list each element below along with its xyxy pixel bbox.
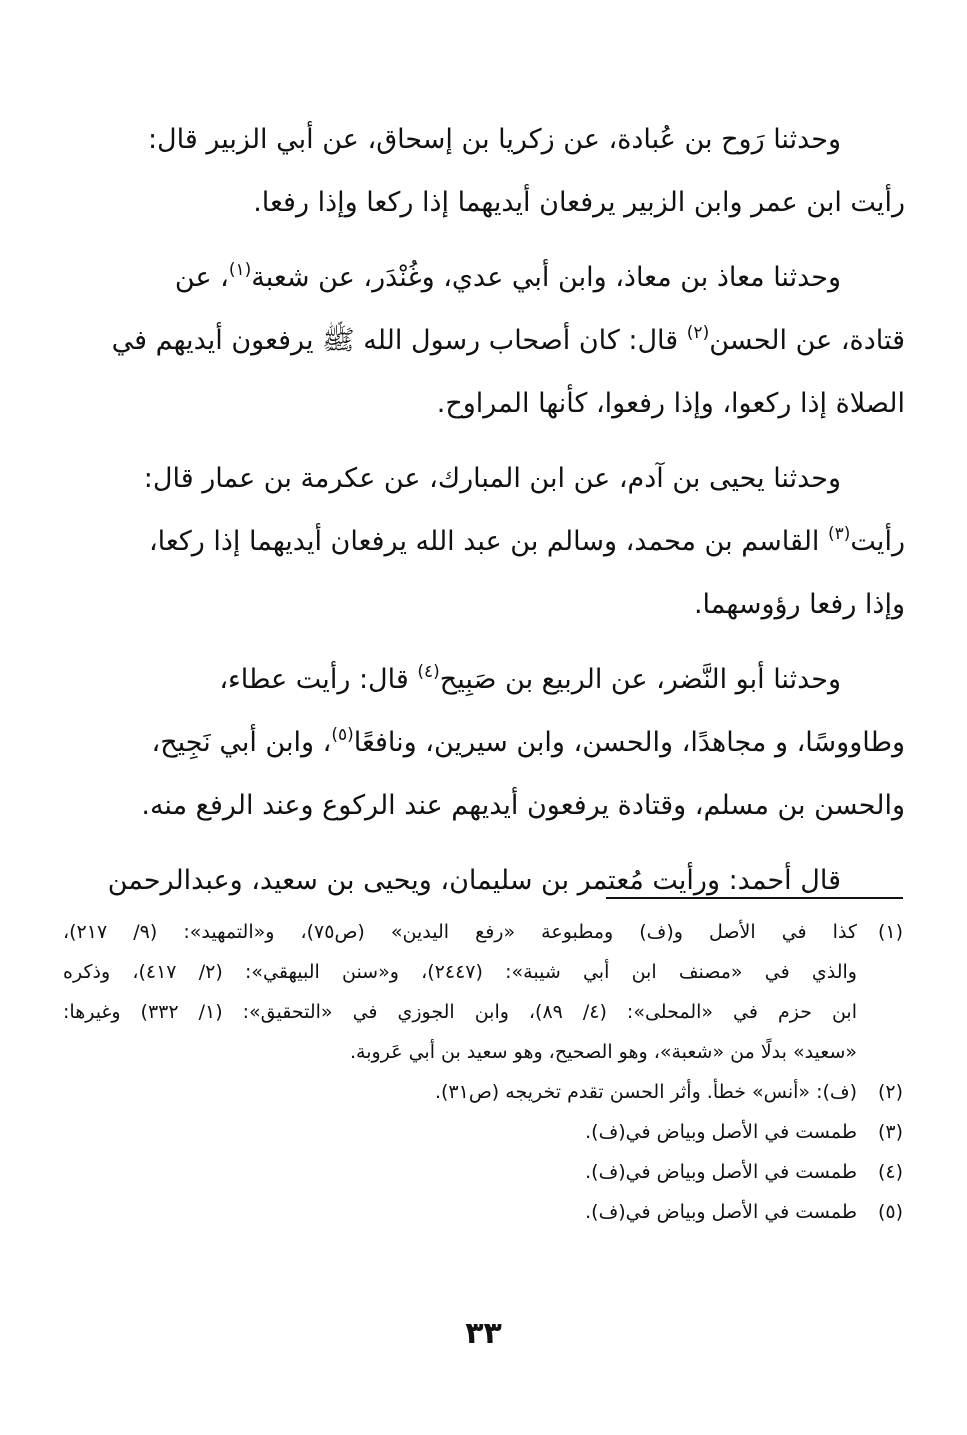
footnote-number: (٣) bbox=[877, 1121, 903, 1143]
text-line: الصلاة إذا ركعوا، وإذا رفعوا، كأنها المراوح. bbox=[436, 388, 905, 419]
text-line bbox=[70, 648, 905, 711]
text-segment: ، وابن أبي نَجِيح، bbox=[151, 727, 332, 758]
footnote-1 bbox=[63, 912, 903, 1072]
paragraph-2 bbox=[70, 246, 905, 435]
footnote-text bbox=[63, 1192, 857, 1232]
text-segment: وحدثنا أبو النَّضر، عن الربيع بن صَبِيح bbox=[439, 664, 841, 695]
footnote-ref-4[interactable]: (٤) bbox=[417, 662, 440, 682]
text-line: قال أحمد: ورأيت مُعتمر بن سليمان، ويحيى بن سعيد، وعبدالرحمن bbox=[107, 865, 841, 896]
text-line: والحسن بن مسلم، وقتادة يرفعون أيديهم عند الركوع وعند الرفع منه. bbox=[141, 790, 905, 821]
text-line bbox=[70, 711, 905, 774]
footnote-text bbox=[63, 1112, 857, 1152]
text-segment: وحدثنا معاذ بن معاذ، وابن أبي عدي، وغُنْدَر، عن شعبة bbox=[251, 262, 841, 293]
footnote-ref-5[interactable]: (٥) bbox=[331, 725, 354, 745]
footnote-line: طمست في الأصل وبياض في(ف). bbox=[585, 1201, 857, 1223]
text-segment: قتادة، عن الحسن bbox=[709, 325, 905, 356]
footnotes bbox=[63, 912, 903, 1232]
text-segment: قال: رأيت عطاء، bbox=[219, 664, 418, 695]
footnote-number: (٥) bbox=[877, 1201, 903, 1223]
footnote-text bbox=[63, 1152, 857, 1192]
footnote-ref-3[interactable]: (٣) bbox=[828, 524, 851, 544]
footnote-5 bbox=[63, 1192, 903, 1232]
footnote-separator bbox=[606, 897, 903, 899]
text-segment: القاسم بن محمد، وسالم بن عبد الله يرفعان أيديهما إذا ركعا، bbox=[148, 526, 828, 557]
footnote-ref-1[interactable]: (١) bbox=[228, 260, 252, 280]
footnote-3 bbox=[63, 1112, 903, 1152]
text-line: وحدثنا يحيى بن آدم، عن ابن المبارك، عن عكرمة بن عمار قال: bbox=[143, 463, 841, 494]
page-number: ٣٣ bbox=[465, 1316, 502, 1351]
text-line bbox=[70, 246, 905, 309]
footnote-text bbox=[63, 1072, 857, 1112]
text-line bbox=[70, 309, 905, 372]
text-segment: قال: كان أصحاب رسول الله ﷺ يرفعون أيديهم في bbox=[111, 325, 687, 356]
text-line bbox=[70, 510, 905, 573]
footnote-line: طمست في الأصل وبياض في(ف). bbox=[585, 1121, 857, 1143]
footnote-line: «سعيد» بدلًا من «شعبة»، وهو الصحيح، وهو سعيد بن أبي عَروبة. bbox=[350, 1041, 857, 1063]
footnote-line: (ف): «أنس» خطأ. وأثر الحسن تقدم تخريجه (ص٣١). bbox=[434, 1081, 857, 1103]
text-line: وحدثنا رَوح بن عُبادة، عن زكريا بن إسحاق، عن أبي الزبير قال: bbox=[147, 124, 841, 155]
paragraph-5 bbox=[70, 849, 905, 912]
paragraph-1 bbox=[70, 108, 905, 234]
footnote-ref-2[interactable]: (٢) bbox=[686, 323, 710, 343]
footnote-number: (٤) bbox=[877, 1161, 903, 1183]
text-line: رأيت ابن عمر وابن الزبير يرفعان أيديهما إذا ركعا وإذا رفعا. bbox=[253, 187, 905, 218]
footnote-number: (٢) bbox=[877, 1081, 903, 1103]
footnote-line: كذا في الأصل و(ف) ومطبوعة «رفع اليدين» (ص٧٥)، و«التمهيد»: (٩/ ٢١٧)، bbox=[63, 921, 857, 943]
footnote-line: والذي في «مصنف ابن أبي شيبة»: (٢٤٤٧)، و«سنن البيهقي»: (٢/ ٤١٧)، وذكره bbox=[63, 961, 857, 983]
footnote-4 bbox=[63, 1152, 903, 1192]
footnote-number: (١) bbox=[877, 921, 903, 943]
text-line: وإذا رفعا رؤوسهما. bbox=[693, 589, 905, 620]
paragraph-4 bbox=[70, 648, 905, 837]
text-segment: ، عن bbox=[174, 262, 229, 293]
page-body bbox=[70, 108, 905, 924]
paragraph-3 bbox=[70, 447, 905, 636]
text-segment: وطاووسًا، و مجاهدًا، والحسن، وابن سيرين، ونافعًا bbox=[353, 727, 905, 758]
footnote-text bbox=[63, 912, 857, 1072]
text-segment: رأيت bbox=[850, 526, 905, 557]
footnote-line: ابن حزم في «المحلى»: (٤/ ٨٩)، وابن الجوزي في «التحقيق»: (١/ ٣٣٢) وغيرها: bbox=[63, 1001, 857, 1023]
footnote-2 bbox=[63, 1072, 903, 1112]
footnote-line: طمست في الأصل وبياض في(ف). bbox=[585, 1161, 857, 1183]
